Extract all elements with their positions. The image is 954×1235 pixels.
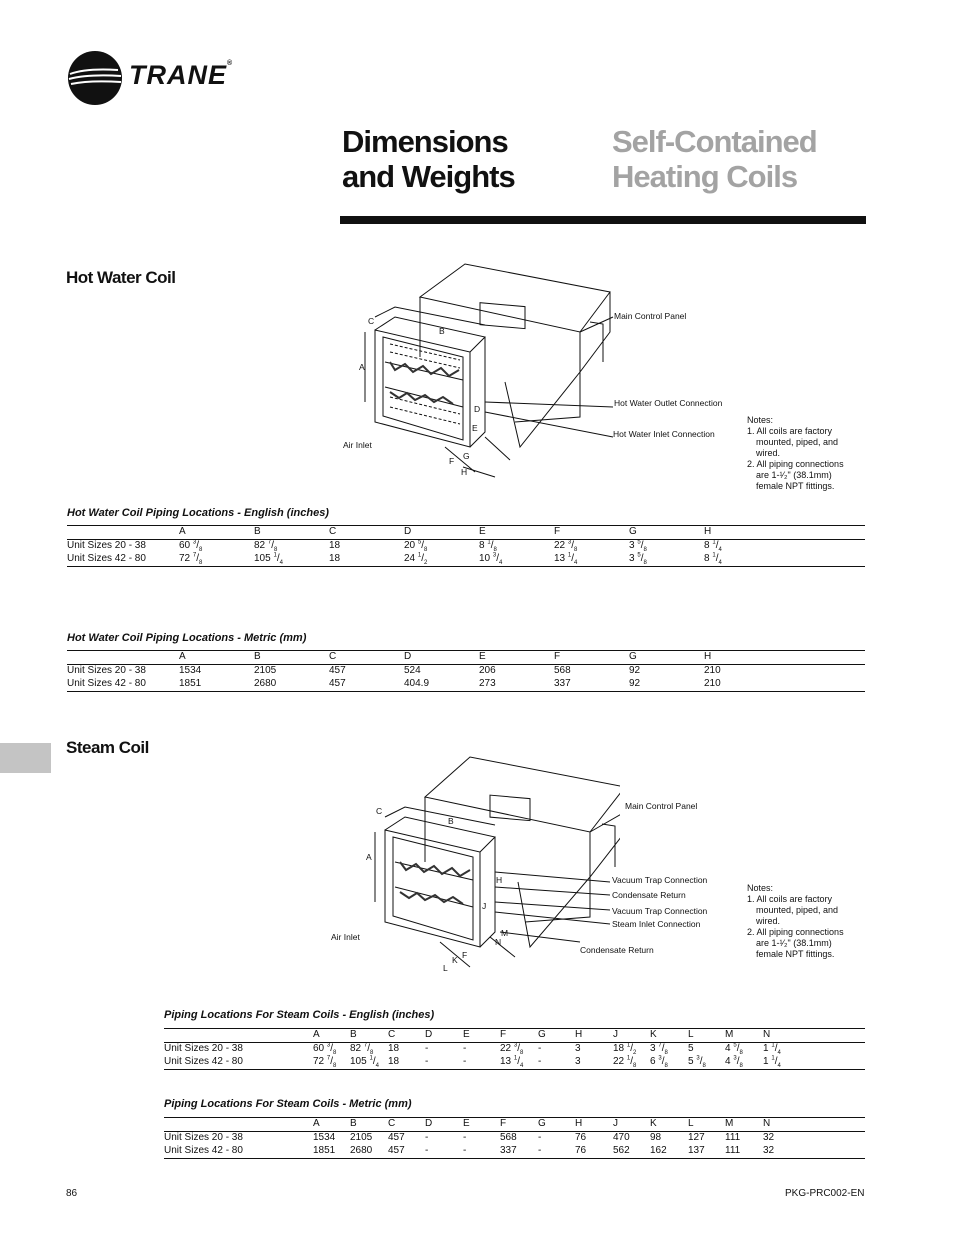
st-vacuum1-label: Vacuum Trap Connection bbox=[612, 875, 708, 885]
trane-logo-mark-icon bbox=[66, 50, 124, 106]
column-header: B bbox=[254, 526, 329, 540]
st-english-caption: Piping Locations For Steam Coils - English (inches) bbox=[164, 1009, 435, 1021]
table-cell: - bbox=[463, 1145, 500, 1159]
column-header: E bbox=[463, 1118, 500, 1132]
column-header: B bbox=[350, 1029, 388, 1043]
table-row bbox=[164, 1043, 865, 1057]
table-cell: - bbox=[425, 1043, 429, 1054]
table-cell: 568 bbox=[500, 1132, 517, 1143]
table-cell: 3 $^5/_8$ bbox=[629, 553, 704, 567]
table-header-row bbox=[67, 526, 865, 540]
title-right-line2: Heating Coils bbox=[612, 159, 798, 194]
table-cell: 32 bbox=[763, 1132, 775, 1143]
table-row bbox=[164, 1145, 865, 1159]
hw-english-table bbox=[67, 525, 865, 567]
st-english-table bbox=[164, 1028, 865, 1070]
column-header: G bbox=[538, 1029, 575, 1043]
column-header: B bbox=[350, 1118, 388, 1132]
steam-section-title: Steam Coil bbox=[66, 738, 149, 757]
hw-main-panel-label: Main Control Panel bbox=[614, 311, 687, 321]
table-cell: 92 bbox=[629, 678, 704, 692]
table-cell: - bbox=[538, 1132, 542, 1143]
table-cell: Unit Sizes 20 - 38 bbox=[164, 1132, 243, 1143]
hw-dim-e: E bbox=[472, 423, 478, 433]
table-cell: 18 bbox=[329, 553, 404, 567]
table-cell: 337 bbox=[500, 1145, 538, 1159]
table-cell: 76 bbox=[575, 1145, 613, 1159]
table-header-row bbox=[164, 1118, 865, 1132]
column-header: N bbox=[763, 1029, 865, 1043]
st-dim-c: C bbox=[376, 806, 383, 816]
table-row bbox=[67, 678, 865, 692]
column-header bbox=[67, 651, 179, 665]
table-cell: 10 $^3/_4$ bbox=[479, 553, 554, 567]
st-notes bbox=[747, 883, 844, 960]
table-cell: Unit Sizes 20 - 38 bbox=[67, 665, 146, 676]
hw-note-line: wired. bbox=[756, 448, 781, 458]
table-cell: 111 bbox=[725, 1145, 763, 1159]
table-cell: 72 $^7/_8$ bbox=[313, 1056, 350, 1070]
table-cell: 127 bbox=[688, 1132, 705, 1143]
column-header bbox=[67, 526, 179, 540]
column-header: D bbox=[404, 651, 479, 665]
st-air-inlet-label: Air Inlet bbox=[331, 932, 360, 942]
column-header: D bbox=[425, 1029, 463, 1043]
doc-code: PKG-PRC002-EN bbox=[785, 1188, 865, 1199]
table-cell: 404.9 bbox=[404, 678, 479, 692]
title-left-line2: and Weights bbox=[342, 159, 515, 194]
table-cell: 562 bbox=[613, 1145, 650, 1159]
table-cell: 273 bbox=[479, 678, 554, 692]
column-header: D bbox=[404, 526, 479, 540]
table-cell: - bbox=[425, 1056, 463, 1070]
column-header: M bbox=[725, 1029, 763, 1043]
table-cell: 137 bbox=[688, 1145, 725, 1159]
st-dim-k: K bbox=[452, 955, 458, 965]
table-cell: 4 $^5/_8$ bbox=[725, 1042, 743, 1056]
table-cell: Unit Sizes 42 - 80 bbox=[164, 1056, 313, 1070]
table-row bbox=[67, 665, 865, 679]
hw-note-line: 1. All coils are factory bbox=[747, 426, 833, 436]
column-header: J bbox=[613, 1118, 650, 1132]
trane-logo bbox=[66, 50, 236, 106]
hw-inlet-label: Hot Water Inlet Connection bbox=[613, 429, 715, 439]
table-row bbox=[164, 1056, 865, 1070]
hw-air-inlet-label: Air Inlet bbox=[343, 440, 372, 450]
hw-dim-f: F bbox=[449, 456, 455, 466]
table-cell: 60 $^3/_8$ bbox=[179, 539, 203, 553]
column-header: L bbox=[688, 1029, 725, 1043]
st-note-line: are 1-¹⁄₂" (38.1mm) bbox=[756, 938, 832, 948]
table-cell: 457 bbox=[388, 1132, 405, 1143]
column-header: G bbox=[538, 1118, 575, 1132]
table-cell: Unit Sizes 20 - 38 bbox=[164, 1043, 243, 1054]
table-cell: 2680 bbox=[350, 1145, 388, 1159]
table-row bbox=[164, 1132, 865, 1146]
column-header: B bbox=[254, 651, 329, 665]
column-header: E bbox=[463, 1029, 500, 1043]
page-number: 86 bbox=[66, 1188, 78, 1199]
table-cell: 24 $^1/_2$ bbox=[404, 553, 479, 567]
table-cell: 1851 bbox=[179, 678, 254, 692]
column-header: C bbox=[329, 651, 404, 665]
table-cell: - bbox=[425, 1132, 429, 1143]
table-cell: 98 bbox=[650, 1132, 662, 1143]
table-cell: 206 bbox=[479, 665, 496, 676]
column-header: F bbox=[554, 526, 629, 540]
table-cell: Unit Sizes 42 - 80 bbox=[164, 1145, 313, 1159]
table-cell: 76 bbox=[575, 1132, 587, 1143]
hw-dim-a: A bbox=[359, 362, 365, 372]
registered-mark: ® bbox=[227, 60, 234, 67]
st-note-line: 2. All piping connections bbox=[747, 927, 844, 937]
table-cell: 1851 bbox=[313, 1145, 350, 1159]
table-cell: 82 $^7/_8$ bbox=[254, 539, 278, 553]
table-cell: 18 bbox=[388, 1043, 400, 1054]
column-header: F bbox=[554, 651, 629, 665]
column-header: A bbox=[179, 651, 254, 665]
column-header: A bbox=[313, 1029, 350, 1043]
st-condensate2-label: Condensate Return bbox=[580, 945, 654, 955]
table-cell: 3 bbox=[575, 1043, 581, 1054]
st-vacuum2-label: Vacuum Trap Connection bbox=[612, 906, 708, 916]
table-cell: 60 $^3/_8$ bbox=[313, 1042, 337, 1056]
hot-water-coil-diagram bbox=[335, 262, 615, 482]
brand-name: TRANE bbox=[129, 60, 227, 90]
table-row bbox=[67, 553, 865, 567]
st-steam-inlet-label: Steam Inlet Connection bbox=[612, 919, 701, 929]
table-cell: 2105 bbox=[254, 665, 277, 676]
st-dim-b: B bbox=[448, 816, 454, 826]
st-dim-h: H bbox=[496, 875, 503, 885]
table-cell: 470 bbox=[613, 1132, 630, 1143]
table-cell: 3 $^5/_8$ bbox=[629, 539, 647, 553]
hot-water-section-title: Hot Water Coil bbox=[66, 268, 176, 287]
table-cell: 92 bbox=[629, 665, 641, 676]
column-header: H bbox=[575, 1118, 613, 1132]
st-dim-j: J bbox=[482, 901, 487, 911]
table-cell: 3 bbox=[575, 1056, 613, 1070]
column-header: E bbox=[479, 526, 554, 540]
table-cell: 8 $^1/_4$ bbox=[704, 539, 722, 553]
table-cell: 18 bbox=[388, 1056, 425, 1070]
table-cell: 210 bbox=[704, 678, 865, 692]
table-header-row bbox=[67, 651, 865, 665]
st-main-panel-label: Main Control Panel bbox=[625, 801, 698, 811]
page-title-right bbox=[612, 124, 817, 194]
title-left-line1: Dimensions bbox=[342, 124, 508, 159]
hw-dim-g: G bbox=[463, 451, 470, 461]
table-cell: 22 $^3/_8$ bbox=[500, 1042, 524, 1056]
table-cell: 18 $^1/_2$ bbox=[613, 1042, 637, 1056]
hw-note-line: are 1-¹⁄₂" (38.1mm) bbox=[756, 470, 832, 480]
table-cell: 82 $^7/_8$ bbox=[350, 1042, 374, 1056]
st-note-line: mounted, piped, and bbox=[756, 905, 839, 915]
hw-outlet-label: Hot Water Outlet Connection bbox=[614, 398, 723, 408]
column-header: H bbox=[704, 526, 865, 540]
column-header: A bbox=[179, 526, 254, 540]
hw-dim-h: H bbox=[461, 467, 468, 477]
column-header: H bbox=[575, 1029, 613, 1043]
st-condensate1-label: Condensate Return bbox=[612, 890, 686, 900]
steam-coil-diagram bbox=[340, 752, 620, 977]
column-header: F bbox=[500, 1029, 538, 1043]
section-tab-marker bbox=[0, 743, 51, 773]
page-title-left bbox=[342, 124, 515, 194]
hw-metric-table bbox=[67, 650, 865, 692]
title-right-line1: Self-Contained bbox=[612, 124, 817, 159]
hw-english-caption: Hot Water Coil Piping Locations - English (inches) bbox=[67, 507, 329, 519]
st-dim-n: N bbox=[495, 937, 502, 947]
table-cell: 32 bbox=[763, 1145, 865, 1159]
table-cell: 2680 bbox=[254, 678, 329, 692]
table-cell: - bbox=[538, 1056, 575, 1070]
column-header: K bbox=[650, 1029, 688, 1043]
hw-note-line: mounted, piped, and bbox=[756, 437, 839, 447]
st-dim-a: A bbox=[366, 852, 372, 862]
column-header bbox=[164, 1118, 313, 1132]
table-cell: - bbox=[425, 1145, 463, 1159]
column-header: G bbox=[629, 651, 704, 665]
table-cell: 4 $^3/_8$ bbox=[725, 1056, 763, 1070]
column-header: N bbox=[763, 1118, 865, 1132]
st-metric-table bbox=[164, 1117, 865, 1159]
table-cell: 1 $^1/_4$ bbox=[763, 1056, 865, 1070]
st-note-line: 1. All coils are factory bbox=[747, 894, 833, 904]
column-header bbox=[164, 1029, 313, 1043]
hw-note-line: Notes: bbox=[747, 415, 774, 425]
column-header: H bbox=[704, 651, 865, 665]
st-dim-f: F bbox=[462, 950, 468, 960]
hw-note-line: female NPT fittings. bbox=[756, 481, 835, 491]
table-cell: 22 $^3/_8$ bbox=[554, 539, 578, 553]
hw-dim-c: C bbox=[368, 316, 375, 326]
table-cell: 13 $^1/_4$ bbox=[500, 1056, 538, 1070]
column-header: M bbox=[725, 1118, 763, 1132]
hw-dim-d: D bbox=[474, 404, 481, 414]
column-header: E bbox=[479, 651, 554, 665]
table-cell: 8 $^1/_4$ bbox=[704, 553, 865, 567]
title-rule bbox=[340, 216, 866, 224]
table-cell: 1534 bbox=[179, 665, 202, 676]
table-cell: Unit Sizes 42 - 80 bbox=[67, 678, 179, 692]
table-cell: 457 bbox=[329, 678, 404, 692]
table-header-row bbox=[164, 1029, 865, 1043]
table-cell: 457 bbox=[329, 665, 346, 676]
hw-metric-caption: Hot Water Coil Piping Locations - Metric (mm) bbox=[67, 632, 307, 644]
column-header: F bbox=[500, 1118, 538, 1132]
table-cell: 111 bbox=[725, 1132, 741, 1143]
table-cell: 568 bbox=[554, 665, 571, 676]
table-cell: 162 bbox=[650, 1145, 688, 1159]
st-dim-m: M bbox=[501, 928, 509, 938]
table-cell: 5 $^3/_8$ bbox=[688, 1056, 725, 1070]
column-header: J bbox=[613, 1029, 650, 1043]
table-cell: - bbox=[538, 1043, 542, 1054]
table-cell: Unit Sizes 20 - 38 bbox=[67, 540, 146, 551]
table-cell: - bbox=[463, 1056, 500, 1070]
st-note-line: Notes: bbox=[747, 883, 774, 893]
table-cell: 105 $^1/_4$ bbox=[254, 553, 329, 567]
hw-note-line: 2. All piping connections bbox=[747, 459, 844, 469]
column-header: A bbox=[313, 1118, 350, 1132]
table-cell: Unit Sizes 42 - 80 bbox=[67, 553, 179, 567]
st-note-line: female NPT fittings. bbox=[756, 949, 835, 959]
table-cell: - bbox=[463, 1132, 467, 1143]
table-cell: 72 $^7/_8$ bbox=[179, 553, 254, 567]
column-header: G bbox=[629, 526, 704, 540]
column-header: D bbox=[425, 1118, 463, 1132]
st-note-line: wired. bbox=[756, 916, 781, 926]
table-cell: 6 $^3/_8$ bbox=[650, 1056, 688, 1070]
table-cell: 1534 bbox=[313, 1132, 336, 1143]
hw-dim-b: B bbox=[439, 326, 445, 336]
column-header: C bbox=[388, 1118, 425, 1132]
table-cell: 13 $^1/_4$ bbox=[554, 553, 629, 567]
st-metric-caption: Piping Locations For Steam Coils - Metric (mm) bbox=[164, 1098, 412, 1110]
table-cell: 22 $^1/_8$ bbox=[613, 1056, 650, 1070]
table-cell: 524 bbox=[404, 665, 421, 676]
table-cell: 1 $^1/_4$ bbox=[763, 1042, 781, 1056]
table-cell: 8 $^1/_8$ bbox=[479, 539, 497, 553]
hw-notes bbox=[747, 415, 844, 492]
table-cell: 5 bbox=[688, 1043, 694, 1054]
table-cell: 18 bbox=[329, 540, 341, 551]
table-cell: 2105 bbox=[350, 1132, 373, 1143]
st-dim-l: L bbox=[443, 963, 448, 973]
table-cell: - bbox=[463, 1043, 467, 1054]
table-cell: 457 bbox=[388, 1145, 425, 1159]
column-header: L bbox=[688, 1118, 725, 1132]
table-cell: 3 $^7/_8$ bbox=[650, 1042, 668, 1056]
table-cell: 337 bbox=[554, 678, 629, 692]
column-header: C bbox=[388, 1029, 425, 1043]
column-header: K bbox=[650, 1118, 688, 1132]
table-cell: 210 bbox=[704, 665, 721, 676]
table-cell: 20 $^5/_8$ bbox=[404, 539, 428, 553]
table-cell: 105 $^1/_4$ bbox=[350, 1056, 388, 1070]
column-header: C bbox=[329, 526, 404, 540]
table-cell: - bbox=[538, 1145, 575, 1159]
table-row bbox=[67, 540, 865, 554]
